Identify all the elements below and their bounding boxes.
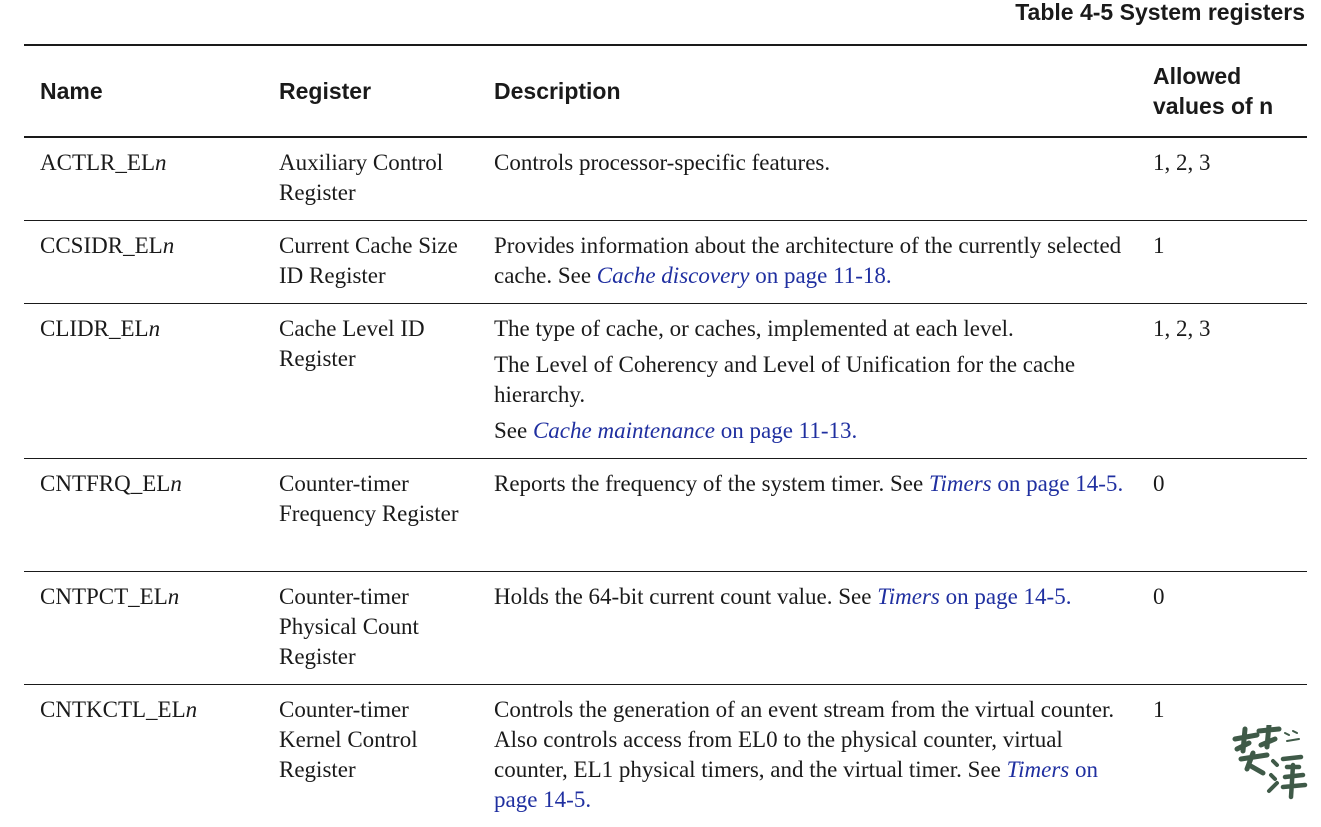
cross-reference-link[interactable]: Timers on page 14-5.	[494, 757, 1098, 812]
table-row	[24, 459, 1307, 572]
table-row	[24, 685, 1307, 827]
register-full-name: Counter-timer Frequency Register	[263, 459, 478, 572]
link-page: on page 11-13	[715, 418, 851, 443]
allowed-values: 1, 2, 3	[1137, 137, 1307, 221]
register-full-name: Counter-timer Kernel Control Register	[263, 685, 478, 827]
table-caption: Table 4-5 System registers	[1015, 0, 1305, 26]
description-paragraph: The type of cache, or caches, implemented at each level.	[494, 314, 1129, 344]
system-registers-table	[24, 44, 1307, 827]
register-name	[24, 459, 263, 572]
header-row	[24, 45, 1307, 137]
header-allowed-line1: Allowed	[1153, 63, 1241, 89]
register-name-suffix: n	[186, 697, 198, 722]
cross-reference-link[interactable]: Cache maintenance on page 11-13.	[533, 418, 857, 443]
register-full-name: Counter-timer Physical Count Register	[263, 572, 478, 685]
description-text: Holds the 64-bit current count value. See Timers on page 14-5.	[494, 582, 1129, 612]
register-description	[478, 221, 1137, 304]
link-title: Timers	[929, 471, 992, 496]
link-page: on page 14-5	[992, 471, 1118, 496]
register-name-suffix: n	[155, 150, 167, 175]
register-name-prefix: CNTFRQ_EL	[40, 471, 170, 496]
link-title: Timers	[877, 584, 940, 609]
seal-logo-graphic	[1227, 725, 1311, 805]
table-row	[24, 304, 1307, 459]
allowed-values: 0	[1137, 459, 1307, 572]
header-allowed-line2: values of n	[1153, 93, 1273, 119]
cross-reference-link[interactable]: Timers on page 14-5.	[929, 471, 1123, 496]
table-row	[24, 221, 1307, 304]
table-header	[24, 45, 1307, 137]
register-description	[478, 459, 1137, 572]
allowed-values: 1, 2, 3	[1137, 304, 1307, 459]
register-description	[478, 304, 1137, 459]
register-name-prefix: CCSIDR_EL	[40, 233, 163, 258]
header-description: Description	[478, 45, 1137, 137]
description-text: Controls the generation of an event stream from the virtual counter. Also controls access from EL0 to the physical counter, virtual counter, EL1 physical timers, and the virtual timer. See Timers on page 14-5.	[494, 695, 1129, 815]
table-row	[24, 572, 1307, 685]
register-name-prefix: CLIDR_EL	[40, 316, 149, 341]
register-name-suffix: n	[168, 584, 180, 609]
description-text: Reports the frequency of the system timer. See Timers on page 14-5.	[494, 469, 1129, 499]
link-page: on page 14-5	[940, 584, 1066, 609]
register-name	[24, 685, 263, 827]
register-name	[24, 221, 263, 304]
link-page: on page 11-18	[749, 263, 885, 288]
header-allowed-values	[1137, 45, 1307, 137]
cross-reference-link[interactable]: Cache discovery on page 11-18.	[597, 263, 892, 288]
register-name-suffix: n	[163, 233, 175, 258]
register-full-name: Current Cache Size ID Register	[263, 221, 478, 304]
register-name	[24, 572, 263, 685]
header-name: Name	[24, 45, 263, 137]
allowed-values: 1	[1137, 221, 1307, 304]
register-full-name: Cache Level ID Register	[263, 304, 478, 459]
register-name-prefix: ACTLR_EL	[40, 150, 155, 175]
allowed-values: 1	[1137, 685, 1307, 827]
description-paragraph: The Level of Coherency and Level of Unification for the cache hierarchy.	[494, 350, 1129, 410]
description-text: Controls processor-specific features.	[494, 148, 1129, 178]
description-paragraph: See Cache maintenance on page 11-13.	[494, 416, 1129, 446]
cross-reference-link[interactable]: Timers on page 14-5.	[877, 584, 1071, 609]
description-text: Provides information about the architecture of the currently selected cache. See Cache discovery on page 11-18.	[494, 231, 1129, 291]
header-register: Register	[263, 45, 478, 137]
table-body	[24, 137, 1307, 827]
table-row	[24, 137, 1307, 221]
register-description	[478, 137, 1137, 221]
register-name	[24, 137, 263, 221]
allowed-values: 0	[1137, 572, 1307, 685]
link-title: Cache discovery	[597, 263, 750, 288]
seal-logo-icon	[1227, 725, 1311, 805]
link-page: on page 14-5	[494, 757, 1098, 812]
register-description	[478, 685, 1137, 827]
register-name-prefix: CNTPCT_EL	[40, 584, 168, 609]
link-title: Cache maintenance	[533, 418, 715, 443]
register-name-suffix: n	[170, 471, 182, 496]
register-name-prefix: CNTKCTL_EL	[40, 697, 186, 722]
register-full-name: Auxiliary Control Register	[263, 137, 478, 221]
register-name-suffix: n	[149, 316, 161, 341]
register-name	[24, 304, 263, 459]
link-title: Timers	[1007, 757, 1070, 782]
register-description	[478, 572, 1137, 685]
